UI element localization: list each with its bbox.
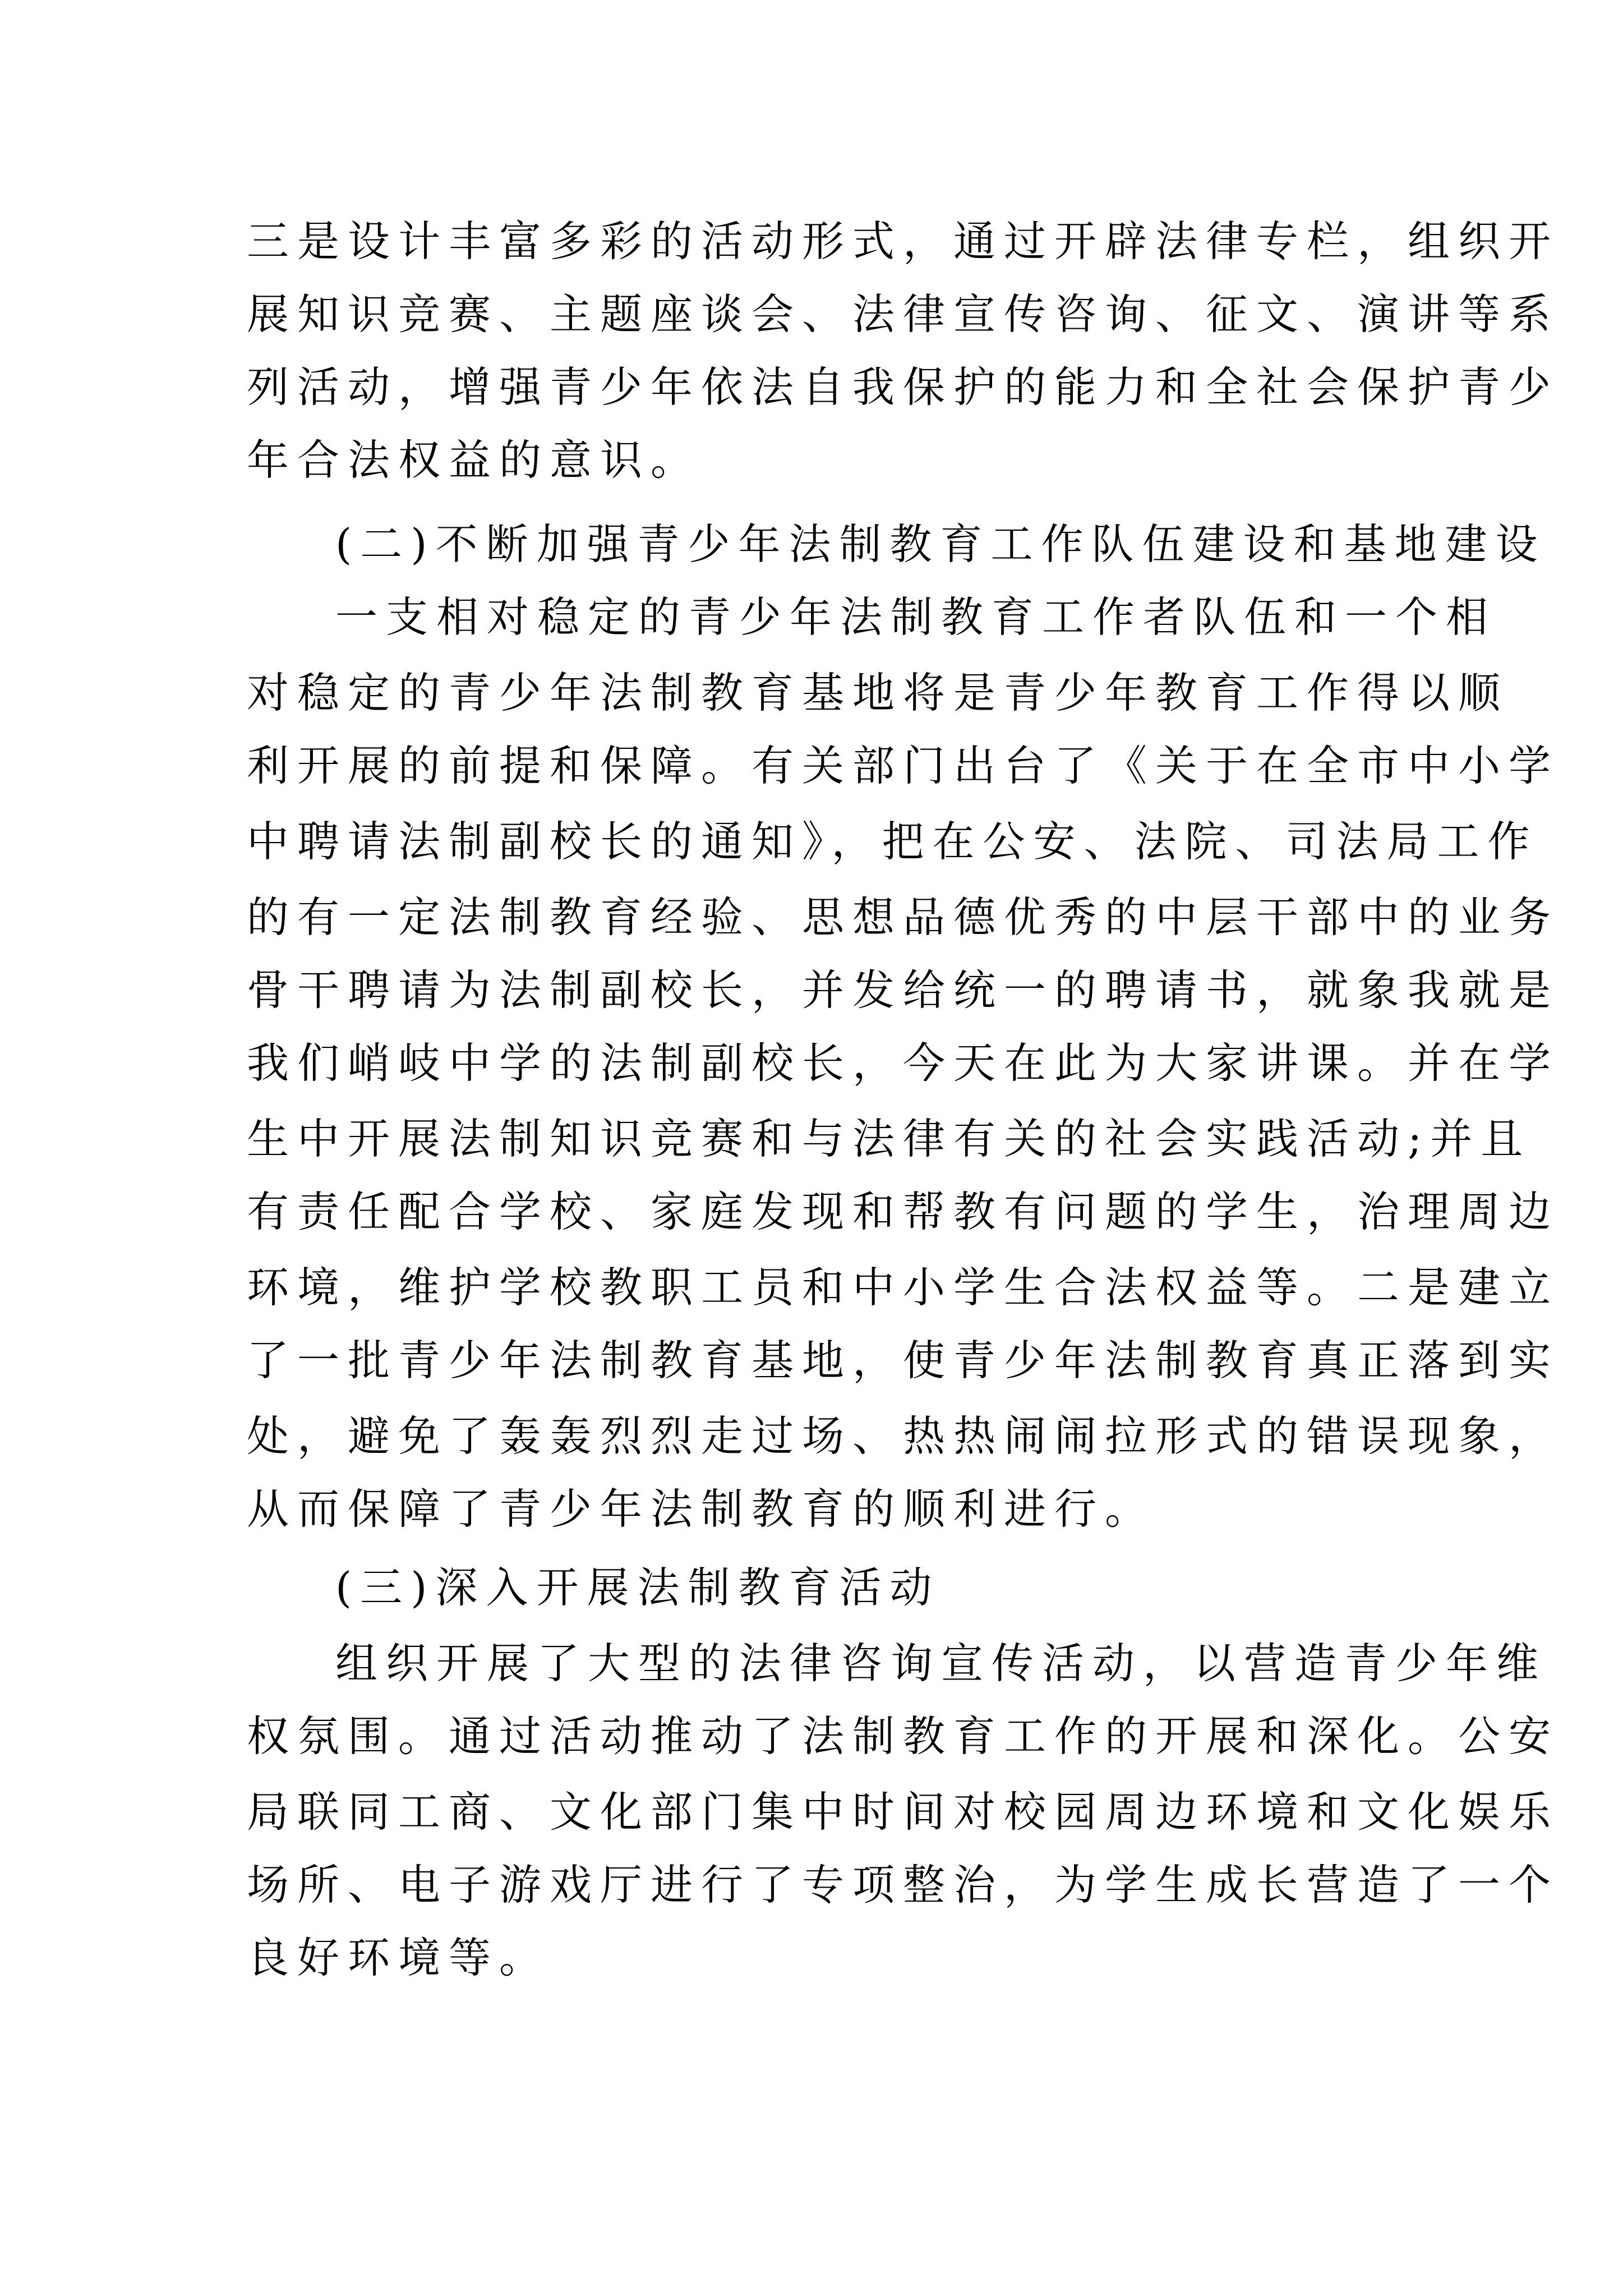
text-line: 环境，维护学校教职工员和中小学生合法权益等。二是建立 bbox=[247, 1263, 1560, 1312]
text-line: 骨干聘请为法制副校长，并发给统一的聘请书，就象我就是 bbox=[247, 965, 1560, 1015]
text-line: 对稳定的青少年法制教育基地将是青少年教育工作得以顺 bbox=[247, 668, 1509, 717]
text-line: 了一批青少年法制教育基地，使青少年法制教育真正落到实 bbox=[247, 1336, 1560, 1385]
text-line: 局联同工商、文化部门集中时间对校园周边环境和文化娱乐 bbox=[247, 1787, 1560, 1837]
text-line: 中聘请法制副校长的通知》，把在公安、法院、司法局工作 bbox=[247, 817, 1538, 866]
section-heading: (三)深入开展法制教育活动 bbox=[335, 1563, 940, 1612]
text-line: 列活动，增强青少年依法自我保护的能力和全社会保护青少 bbox=[247, 362, 1560, 412]
text-line: 年合法权益的意识。 bbox=[247, 435, 702, 485]
text-line: 我们峭岐中学的法制副校长，今天在此为大家讲课。并在学 bbox=[247, 1038, 1560, 1088]
text-line: 良好环境等。 bbox=[247, 1933, 550, 1982]
text-line: 组织开展了大型的法律咨询宣传活动，以营造青少年维 bbox=[335, 1639, 1547, 1688]
text-line: 的有一定法制教育经验、思想品德优秀的中层干部中的业务 bbox=[247, 892, 1560, 942]
section-heading: (二)不断加强青少年法制教育工作队伍建设和基地建设 bbox=[335, 519, 1546, 569]
text-line: 场所、电子游戏厅进行了专项整治，为学生成长营造了一个 bbox=[247, 1860, 1560, 1910]
text-line: 三是设计丰富多彩的活动形式，通过开辟法律专栏，组织开 bbox=[247, 217, 1560, 266]
text-line: 一支相对稳定的青少年法制教育工作者队伍和一个相 bbox=[335, 592, 1497, 642]
text-line: 权氛围。通过活动推动了法制教育工作的开展和深化。公安 bbox=[247, 1711, 1560, 1761]
text-line: 处，避免了轰轰烈烈走过场、热热闹闹拉形式的错误现象， bbox=[247, 1411, 1560, 1461]
text-line: 利开展的前提和保障。有关部门出台了《关于在全市中小学 bbox=[247, 741, 1560, 790]
text-line: 从而保障了青少年法制教育的顺利进行。 bbox=[247, 1484, 1156, 1534]
text-line: 展知识竞赛、主题座谈会、法律宣传咨询、征文、演讲等系 bbox=[247, 289, 1560, 339]
text-line: 有责任配合学校、家庭发现和帮教有问题的学生，治理周边 bbox=[247, 1187, 1560, 1236]
text-line: 生中开展法制知识竞赛和与法律有关的社会实践活动;并且 bbox=[247, 1114, 1532, 1163]
